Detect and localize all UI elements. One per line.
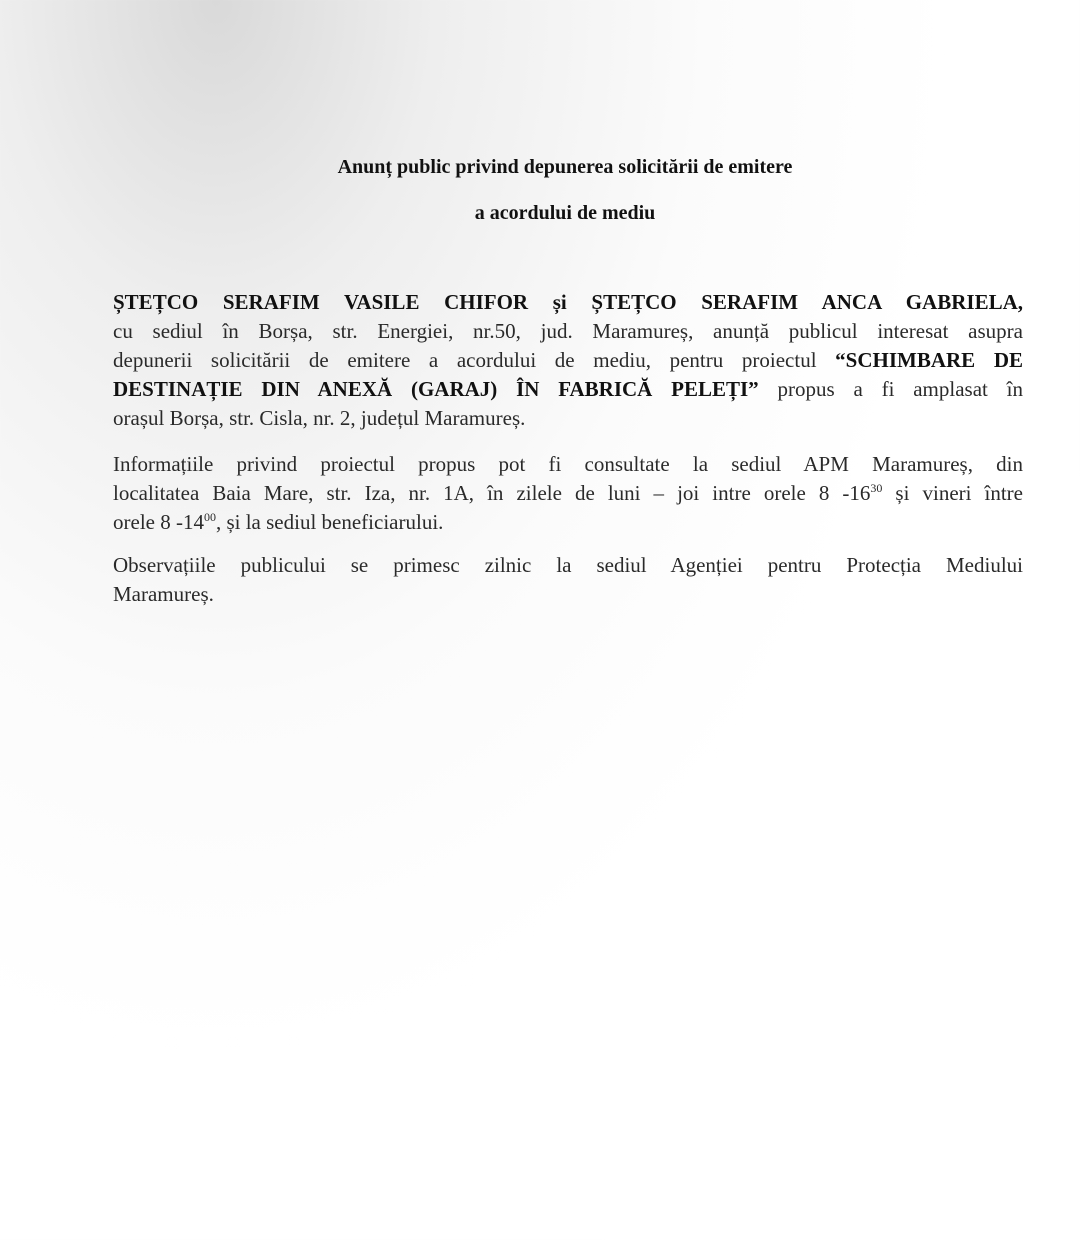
document-title-line-2: a acordului de mediu xyxy=(474,202,656,224)
text-segment: localitatea Baia Mare, str. Iza, nr. 1A, în zilele de luni – joi intre orele 8 -16 xyxy=(113,481,871,505)
text-line xyxy=(113,346,1023,375)
superscript: 30 xyxy=(870,481,883,495)
text-segment: propus a fi amplasat în xyxy=(758,377,1023,401)
text-line xyxy=(113,288,1023,317)
paragraph-information xyxy=(113,450,1023,537)
text-line: Observațiile publicului se primesc zilnic la sediul Agenției pentru Protecția Mediului xyxy=(113,553,1023,577)
project-name: DESTINAȚIE DIN ANEXĂ (GARAJ) ÎN FABRICĂ PELEȚI” xyxy=(113,377,759,401)
document-title-line-1: Anunț public privind depunerea solicitării de emitere xyxy=(337,156,793,178)
text-line xyxy=(113,375,1023,404)
project-name: “SCHIMBARE DE xyxy=(835,348,1023,372)
text-segment: depunerii solicitării de emitere a acordului de mediu, pentru proiectul xyxy=(113,348,836,372)
paragraph-applicant xyxy=(113,288,1023,433)
text-segment: , și la sediul beneficiarului. xyxy=(215,510,444,534)
text-segment: și vineri între xyxy=(882,481,1023,505)
applicant-names: ȘTEȚCO SERAFIM VASILE CHIFOR și ȘTEȚCO SERAFIM ANCA GABRIELA, xyxy=(113,290,1023,314)
text-segment: orele 8 -14 xyxy=(113,510,204,534)
superscript: 00 xyxy=(203,510,216,524)
text-line: Informațiile privind proiectul propus pot fi consultate la sediul APM Maramureș, din xyxy=(113,452,1023,476)
text-line: orașul Borșa, str. Cisla, nr. 2, județul Maramureș. xyxy=(113,406,526,430)
paragraph-observations xyxy=(113,551,1023,609)
text-line: Maramureș. xyxy=(113,582,214,606)
text-line: cu sediul în Borșa, str. Energiei, nr.50, jud. Maramureș, anunță publicul interesat asupra xyxy=(113,319,1023,343)
text-line xyxy=(113,479,1023,508)
text-line xyxy=(113,508,1023,537)
